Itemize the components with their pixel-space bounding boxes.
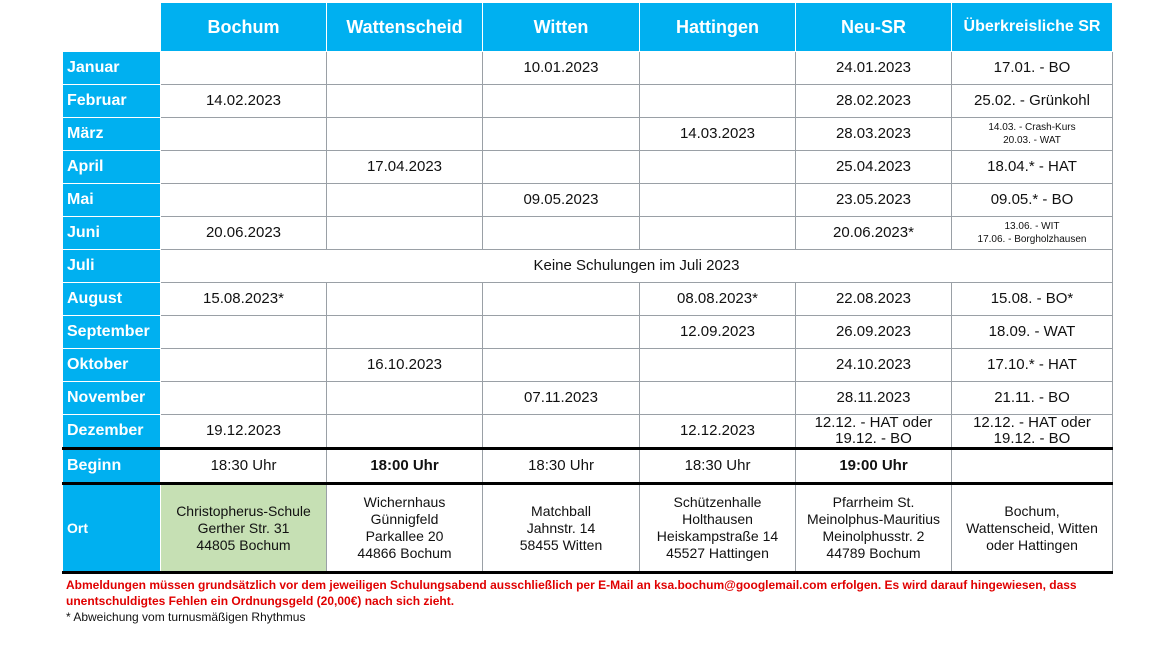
date-cell: [161, 184, 327, 217]
date-cell: 21.11. - BO: [952, 382, 1113, 415]
date-cell: [327, 316, 483, 349]
date-cell: 28.02.2023: [796, 85, 952, 118]
date-cell: [483, 118, 640, 151]
date-cell: 25.02. - Grünkohl: [952, 85, 1113, 118]
date-cell: 17.10.* - HAT: [952, 349, 1113, 382]
date-cell: [161, 118, 327, 151]
date-cell: 15.08.2023*: [161, 283, 327, 316]
location-cell: Pfarrheim St. Meinolphus-Mauritius Meinolphusstr. 2 44789 Bochum: [796, 484, 952, 573]
start-time-cell: [952, 449, 1113, 484]
date-cell: 28.11.2023: [796, 382, 952, 415]
date-cell: [161, 52, 327, 85]
date-cell: 09.05.* - BO: [952, 184, 1113, 217]
table-row: [63, 250, 1113, 283]
date-cell: 10.01.2023: [483, 52, 640, 85]
date-cell: 26.09.2023: [796, 316, 952, 349]
date-cell: [327, 52, 483, 85]
date-cell: [327, 283, 483, 316]
schedule-table: [62, 2, 1113, 574]
month-label: August: [63, 283, 161, 316]
date-cell: 17.01. - BO: [952, 52, 1113, 85]
month-label: Februar: [63, 85, 161, 118]
ort-row: [63, 484, 1113, 573]
column-header: Witten: [483, 3, 640, 52]
beginn-row: [63, 449, 1113, 484]
table-row: [63, 184, 1113, 217]
table-row: [63, 85, 1113, 118]
table-row: [63, 151, 1113, 184]
date-cell: [640, 151, 796, 184]
table-row: [63, 415, 1113, 449]
date-cell: [483, 316, 640, 349]
date-cell: 15.08. - BO*: [952, 283, 1113, 316]
location-cell: Matchball Jahnstr. 14 58455 Witten: [483, 484, 640, 573]
date-cell: 28.03.2023: [796, 118, 952, 151]
date-cell: 23.05.2023: [796, 184, 952, 217]
date-cell: 20.06.2023: [161, 217, 327, 250]
start-time-cell: 18:30 Uhr: [640, 449, 796, 484]
start-time-cell: 19:00 Uhr: [796, 449, 952, 484]
month-label: Dezember: [63, 415, 161, 449]
date-cell: 12.09.2023: [640, 316, 796, 349]
corner-cell: [63, 3, 161, 52]
date-cell: [640, 349, 796, 382]
date-cell: [483, 283, 640, 316]
date-cell: [640, 85, 796, 118]
column-header: Neu-SR: [796, 3, 952, 52]
date-cell: 12.12.2023: [640, 415, 796, 449]
date-cell: 16.10.2023: [327, 349, 483, 382]
date-cell: 24.01.2023: [796, 52, 952, 85]
column-header: Bochum: [161, 3, 327, 52]
date-cell: 13.06. - WIT 17.06. - Borgholzhausen: [952, 217, 1113, 250]
column-header: Überkreisliche SR: [952, 3, 1113, 52]
date-cell: 20.06.2023*: [796, 217, 952, 250]
date-cell: 19.12.2023: [161, 415, 327, 449]
date-cell: 14.03. - Crash-Kurs 20.03. - WAT: [952, 118, 1113, 151]
footer: [66, 577, 1126, 625]
merged-note-cell: Keine Schulungen im Juli 2023: [161, 250, 1113, 283]
date-cell: [640, 382, 796, 415]
date-cell: [640, 217, 796, 250]
date-cell: 17.04.2023: [327, 151, 483, 184]
date-cell: [483, 415, 640, 449]
date-cell: [640, 52, 796, 85]
location-cell: Bochum, Wattenscheid, Witten oder Hattingen: [952, 484, 1113, 573]
date-cell: 12.12. - HAT oder 19.12. - BO: [796, 415, 952, 449]
month-label: Januar: [63, 52, 161, 85]
date-cell: 18.09. - WAT: [952, 316, 1113, 349]
header-row: [63, 3, 1113, 52]
location-cell: Wichernhaus Günnigfeld Parkallee 20 44866 Bochum: [327, 484, 483, 573]
month-label: Juni: [63, 217, 161, 250]
date-cell: [327, 184, 483, 217]
date-cell: 14.02.2023: [161, 85, 327, 118]
date-cell: [483, 217, 640, 250]
date-cell: [327, 415, 483, 449]
asterisk-note: * Abweichung vom turnusmäßigen Rhythmus: [66, 610, 306, 624]
date-cell: [327, 118, 483, 151]
table-row: [63, 316, 1113, 349]
date-cell: 22.08.2023: [796, 283, 952, 316]
month-label: November: [63, 382, 161, 415]
location-cell: Schützenhalle Holthausen Heiskampstraße 14 45527 Hattingen: [640, 484, 796, 573]
date-cell: [161, 316, 327, 349]
table-row: [63, 52, 1113, 85]
location-cell: Christopherus-Schule Gerther Str. 31 44805 Bochum: [161, 484, 327, 573]
date-cell: 14.03.2023: [640, 118, 796, 151]
date-cell: [483, 85, 640, 118]
date-cell: [327, 85, 483, 118]
date-cell: [483, 349, 640, 382]
beginn-label: Beginn: [63, 449, 161, 484]
column-header: Wattenscheid: [327, 3, 483, 52]
month-label: September: [63, 316, 161, 349]
month-label: Mai: [63, 184, 161, 217]
date-cell: 08.08.2023*: [640, 283, 796, 316]
ort-label: Ort: [63, 484, 161, 573]
date-cell: [327, 382, 483, 415]
start-time-cell: 18:00 Uhr: [327, 449, 483, 484]
date-cell: [161, 382, 327, 415]
table-row: [63, 118, 1113, 151]
table-row: [63, 217, 1113, 250]
date-cell: 25.04.2023: [796, 151, 952, 184]
table-row: [63, 283, 1113, 316]
month-label: April: [63, 151, 161, 184]
month-label: Juli: [63, 250, 161, 283]
date-cell: 24.10.2023: [796, 349, 952, 382]
month-label: Oktober: [63, 349, 161, 382]
month-label: März: [63, 118, 161, 151]
date-cell: 18.04.* - HAT: [952, 151, 1113, 184]
date-cell: 09.05.2023: [483, 184, 640, 217]
date-cell: 07.11.2023: [483, 382, 640, 415]
start-time-cell: 18:30 Uhr: [483, 449, 640, 484]
date-cell: [640, 184, 796, 217]
date-cell: 12.12. - HAT oder 19.12. - BO: [952, 415, 1113, 449]
date-cell: [161, 349, 327, 382]
table-row: [63, 349, 1113, 382]
date-cell: [161, 151, 327, 184]
column-header: Hattingen: [640, 3, 796, 52]
start-time-cell: 18:30 Uhr: [161, 449, 327, 484]
date-cell: [483, 151, 640, 184]
cancellation-notice: Abmeldungen müssen grundsätzlich vor dem jeweiligen Schulungsabend ausschließlich per E-Mail an ksa.bochum@googlemail.com erfolgen. Es wird darauf hingewiesen, dass unentschuldigtes Fehlen ein Ordnungsgeld (20,00€) nach sich zieht.: [66, 578, 1077, 608]
table-row: [63, 382, 1113, 415]
date-cell: [327, 217, 483, 250]
